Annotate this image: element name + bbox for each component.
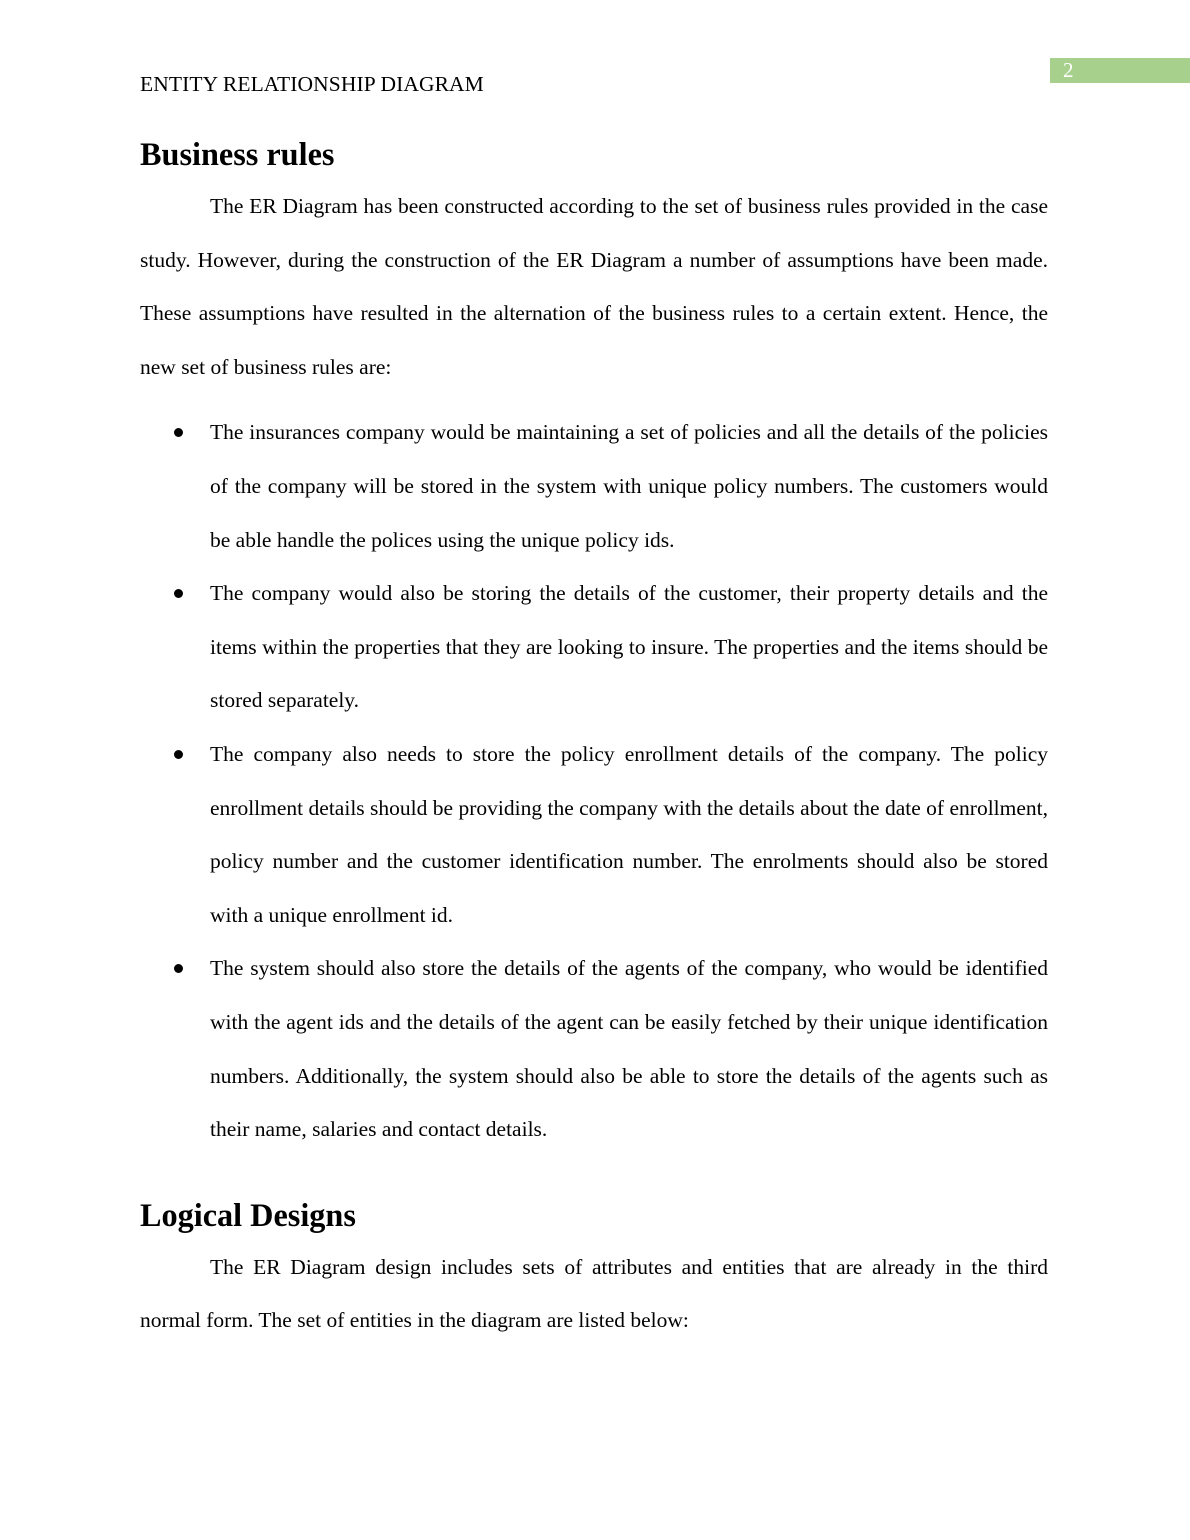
logical-designs-paragraph: The ER Diagram design includes sets of attributes and entities that are already in the third normal form. The set of entities in the diagram are listed below: xyxy=(140,1254,1048,1333)
list-item-text: The company would also be storing the details of the customer, their property details and the items within the properties that they are looking to insure. The properties and the items should be stored separately. xyxy=(210,581,1048,713)
page-number: 2 xyxy=(1063,58,1074,82)
bullet-icon xyxy=(174,750,183,759)
section-heading-business-rules: Business rules xyxy=(140,136,335,172)
list-item xyxy=(140,728,1048,942)
list-item-text: The company also needs to store the policy enrollment details of the company. The policy enrollment details should be providing the company with the details about the date of enrollment, policy number and the customer identification number. The enrolments should also be stored with a unique enrollment id. xyxy=(210,741,1048,927)
bullet-icon xyxy=(174,428,183,437)
list-item xyxy=(140,942,1048,1156)
section-heading-logical-designs: Logical Designs xyxy=(140,1196,356,1233)
list-item xyxy=(140,406,1048,567)
document-body xyxy=(140,138,1048,1348)
business-rules-list xyxy=(140,406,1048,1156)
list-item xyxy=(140,567,1048,728)
bullet-icon xyxy=(174,964,183,973)
business-rules-paragraph: The ER Diagram has been constructed according to the set of business rules provided in the case study. However, during the construction of the ER Diagram a number of assumptions have been made. These assumptions have resulted in the alternation of the business rules to a certain extent. Hence, the new set of business rules are: xyxy=(140,194,1048,379)
bullet-icon xyxy=(174,589,183,598)
running-head: ENTITY RELATIONSHIP DIAGRAM xyxy=(140,72,484,96)
list-item-text: The insurances company would be maintaining a set of policies and all the details of the policies of the company will be stored in the system with unique policy numbers. The customers would be able handle the polices using the unique policy ids. xyxy=(210,420,1048,552)
list-item-text: The system should also store the details of the agents of the company, who would be identified with the agent ids and the details of the agent can be easily fetched by their unique identification numbers. Additionally, the system should also be able to store the details of the agents such as their name, salaries and contact details. xyxy=(210,956,1048,1142)
